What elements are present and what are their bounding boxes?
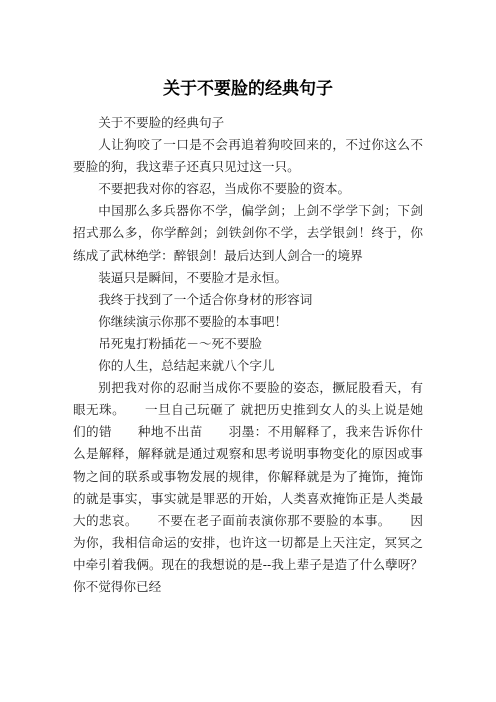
paragraph: 你继续演示你那不要脸的本事吧！ [98, 313, 288, 329]
paragraph: 中国那么多兵器你不学，偏学剑；上剑不学学下剑；下剑招式那么多，你学醉剑；剑铁剑你不学，去学银剑！终于，你练成了武林绝学：醉银剑！最后达到人剑合一的境界 [73, 203, 423, 263]
paragraph: 吊死鬼打粉插花－～死不要脸 [98, 335, 262, 351]
paragraph: 你的人生，总结起来就八个字儿 [98, 358, 275, 374]
paragraph: 我终于找到了一个适合你身材的形容词 [98, 291, 313, 307]
paragraph: 关于不要脸的经典句子 [98, 115, 225, 130]
document-body [73, 112, 449, 598]
document-title: 关于不要脸的经典句子 [163, 79, 333, 99]
paragraph: 装逼只是瞬间，不要脸才是永恒。 [98, 269, 288, 285]
paragraph: 别把我对你的忍耐当成你不要脸的姿态，撅屁股看天，有眼无珠。 一旦自己玩砸了 就把历史推到女人的头上说是她们的错 种地不出苗 羽墨：不用解释了，我来告诉你什么是解释，解释就是通过观察和思考说明事物变化的原因或事物之间的联系或事物发展的规律，你解释就是为了掩饰，掩饰的就是事实，事实就是罪恶的开始，人类喜欢掩饰正是人类最大的悲哀。 不要在老子面前表演你那不要脸的本事。 因为你，我相信命运的安排，也许这一切都是上天注定，冥冥之中牵引着我俩。现在的我想说的是--我上辈子是造了什么孽呀？ 你不觉得你已经 [73, 380, 449, 594]
paragraph: 不要把我对你的容忍，当成你不要脸的资本。 [98, 181, 351, 197]
paragraph: 人让狗咬了一口是不会再追着狗咬回来的，不过你这么不要脸的狗，我这辈子还真只见过这一只。 [73, 137, 423, 175]
